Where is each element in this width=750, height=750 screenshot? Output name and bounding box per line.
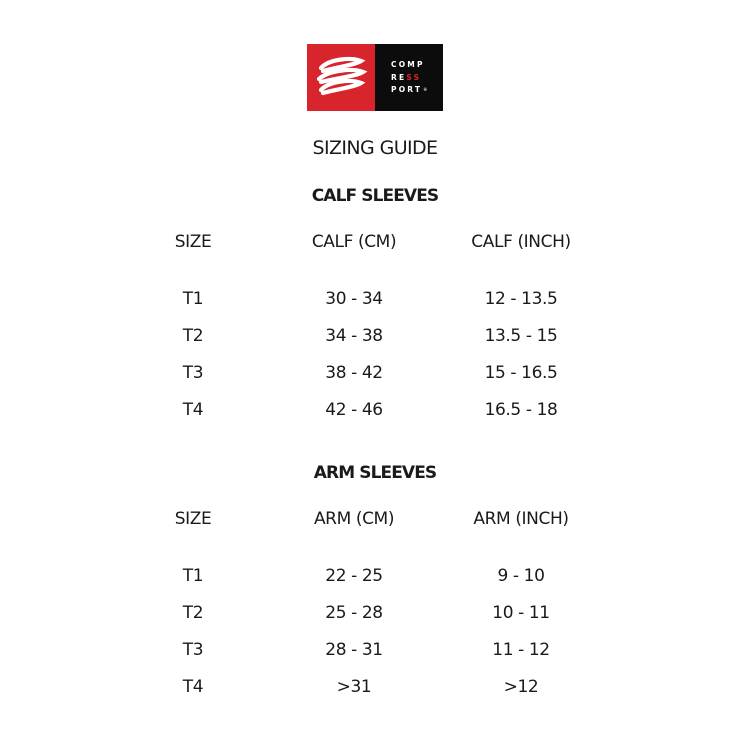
arm-row-1-inch: 9 - 10	[497, 566, 545, 586]
logo-wordmark-block	[375, 44, 443, 111]
arm-header-size: SIZE	[174, 509, 212, 529]
logo-line-2: RESS	[391, 72, 422, 82]
calf-header-size: SIZE	[174, 232, 212, 252]
section-title-calf-sleeves: CALF SLEEVES	[311, 186, 439, 206]
compressport-logo	[307, 44, 443, 111]
calf-header-inch: CALF (INCH)	[471, 232, 571, 252]
arm-row-2-size: T2	[182, 603, 204, 623]
calf-row-4-inch: 16.5 - 18	[484, 400, 558, 420]
arm-row-2-cm: 25 - 28	[325, 603, 383, 623]
logo-spiral-block	[307, 44, 375, 111]
arm-row-4-cm: >31	[336, 677, 372, 697]
arm-row-1-size: T1	[182, 566, 204, 586]
calf-row-1-size: T1	[182, 289, 204, 309]
arm-row-2-inch: 10 - 11	[492, 603, 550, 623]
calf-row-1-inch: 12 - 13.5	[484, 289, 558, 309]
calf-row-4-cm: 42 - 46	[325, 400, 383, 420]
calf-row-3-inch: 15 - 16.5	[484, 363, 558, 383]
arm-row-3-inch: 11 - 12	[492, 640, 550, 660]
logo-wordmark	[391, 59, 427, 97]
calf-row-3-size: T3	[182, 363, 204, 383]
calf-row-2-cm: 34 - 38	[325, 326, 383, 346]
arm-header-cm: ARM (CM)	[313, 509, 395, 529]
arm-row-3-cm: 28 - 31	[325, 640, 383, 660]
calf-row-2-inch: 13.5 - 15	[484, 326, 558, 346]
arm-row-4-inch: >12	[503, 677, 539, 697]
arm-row-4-size: T4	[182, 677, 204, 697]
logo-line-1: COMP	[391, 60, 425, 69]
calf-row-4-size: T4	[182, 400, 204, 420]
calf-row-1-cm: 30 - 34	[325, 289, 383, 309]
arm-row-1-cm: 22 - 25	[325, 566, 383, 586]
calf-header-cm: CALF (CM)	[311, 232, 397, 252]
calf-row-2-size: T2	[182, 326, 204, 346]
arm-header-inch: ARM (INCH)	[473, 509, 569, 529]
arm-row-3-size: T3	[182, 640, 204, 660]
page-title: SIZING GUIDE	[312, 137, 438, 159]
section-title-arm-sleeves: ARM SLEEVES	[313, 463, 437, 483]
spiral-logo-icon	[307, 44, 375, 111]
calf-row-3-cm: 38 - 42	[325, 363, 383, 383]
logo-line-3: PORT®	[391, 85, 428, 94]
